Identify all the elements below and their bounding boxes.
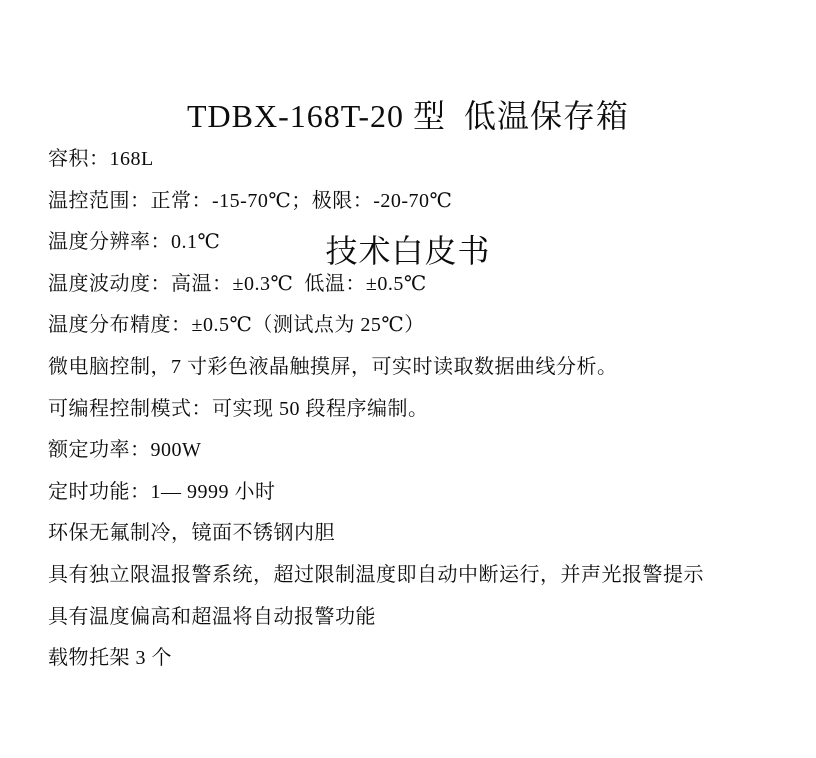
spec-line-resolution: 温度分辨率：0.1℃ bbox=[48, 231, 221, 254]
spec-line-refrigeration: 环保无氟制冷，镜面不锈钢内胆 bbox=[48, 522, 335, 545]
spec-line-capacity: 容积：168L bbox=[48, 148, 154, 170]
document-title-line1: TDBX-168T-20 型 低温保存箱 bbox=[186, 98, 630, 134]
spec-line-controller: 微电脑控制，7 寸彩色液晶触摸屏，可实时读取数据曲线分析。 bbox=[48, 355, 618, 378]
spec-line-overtemp-alarm: 具有温度偏高和超温将自动报警功能 bbox=[48, 605, 376, 628]
spec-line-timer: 定时功能：1— 9999 小时 bbox=[48, 480, 276, 503]
spec-line-uniformity: 温度分布精度：±0.5℃（测试点为 25℃） bbox=[48, 314, 425, 337]
spec-line-programmable: 可编程控制模式：可实现 50 段程序编制。 bbox=[48, 397, 429, 420]
spec-line-fluctuation: 温度波动度：高温：±0.3℃ 低温：±0.5℃ bbox=[48, 272, 427, 295]
spec-line-shelves: 载物托架 3 个 bbox=[48, 647, 172, 670]
spec-line-limit-alarm: 具有独立限温报警系统，超过限制温度即自动中断运行，并声光报警提示 bbox=[48, 563, 704, 586]
document-title-line2: 技术白皮书 bbox=[325, 233, 491, 269]
spec-line-temp-range: 温控范围：正常：-15-70℃；极限：-20-70℃ bbox=[48, 189, 453, 212]
spec-list bbox=[48, 139, 786, 680]
spec-line-power: 额定功率：900W bbox=[48, 439, 202, 462]
